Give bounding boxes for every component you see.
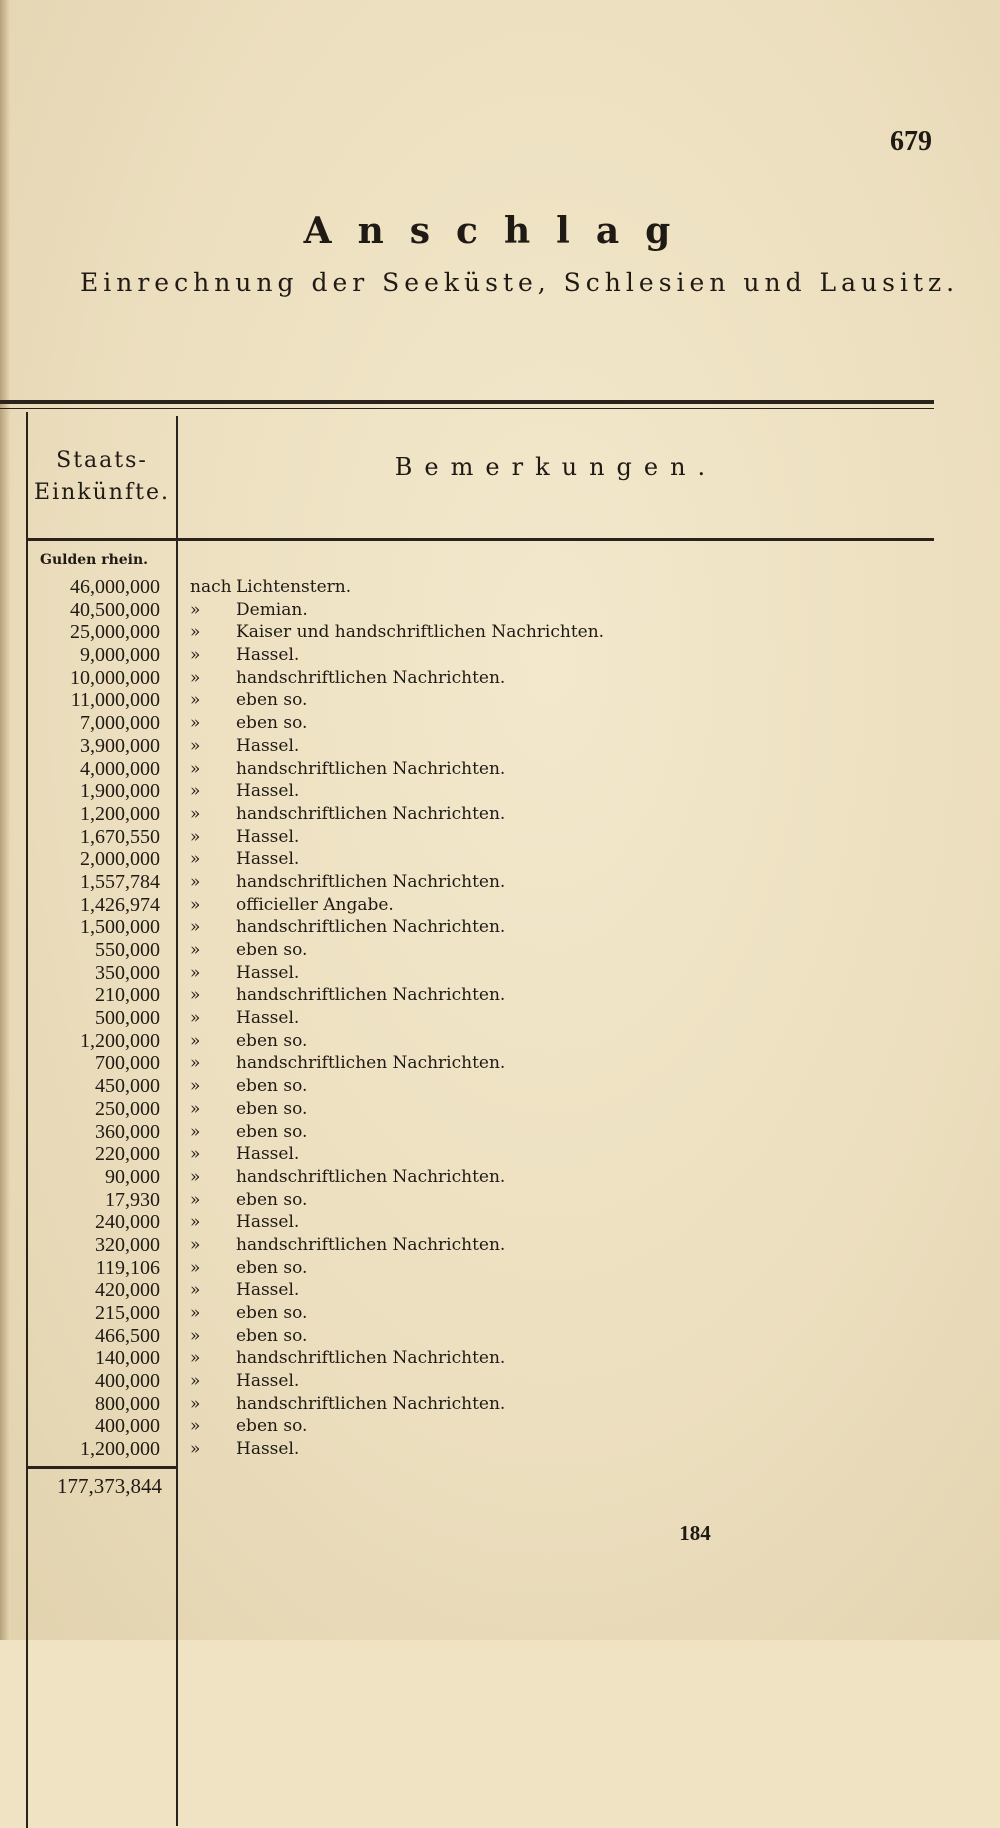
source-note: handschriftlichen Nachrichten.: [236, 758, 506, 779]
revenue-value: 11,000,000: [70, 689, 160, 712]
source-note: handschriftlichen Nachrichten.: [236, 667, 506, 688]
source-prefix: »: [190, 1303, 201, 1323]
revenue-value: 140,000: [95, 1347, 160, 1370]
signature-mark: 184: [679, 1521, 711, 1545]
source-prefix: »: [190, 1212, 201, 1233]
revenue-value: 210,000: [95, 984, 160, 1007]
source-note: Kaiser und handschriftlichen Nachrichten.: [236, 622, 605, 643]
revenue-value: 550,000: [95, 939, 160, 961]
table-row: [0, 1393, 1000, 1416]
source-note: eben so.: [236, 1121, 308, 1142]
source-note: officieller Angabe.: [236, 894, 394, 915]
source-prefix: »: [190, 985, 201, 1006]
source-prefix: »: [190, 690, 201, 711]
source-prefix: »: [190, 917, 201, 938]
source-prefix: »: [190, 1098, 201, 1119]
revenue-value: 350,000: [95, 961, 160, 984]
revenue-value: 17,930: [105, 1188, 160, 1211]
table-row: [0, 1166, 1000, 1189]
table-row: [0, 1189, 1000, 1212]
source-prefix: »: [190, 1393, 201, 1414]
source-note: Hassel.: [236, 849, 300, 870]
table-row: [0, 1415, 1000, 1438]
table-row: [0, 1075, 1000, 1098]
revenue-value: 40,500,000: [70, 598, 160, 621]
page-title: Anschlag: [303, 210, 697, 252]
source-note: handschriftlichen Nachrichten.: [236, 1348, 506, 1369]
revenue-value: 119,106: [95, 1256, 160, 1279]
source-prefix: »: [190, 1439, 201, 1460]
column-header-remarks: Bemerkungen.: [394, 453, 718, 481]
column-header-revenue-line1: Staats-: [56, 448, 148, 473]
table-row: [0, 1302, 1000, 1325]
source-prefix: »: [190, 1416, 201, 1437]
source-prefix: »: [190, 826, 201, 847]
source-note: eben so.: [236, 1257, 308, 1278]
revenue-value: 1,200,000: [80, 1029, 160, 1052]
source-note: Demian.: [236, 599, 308, 620]
revenue-value: 400,000: [95, 1370, 160, 1393]
column-header-revenue: [28, 445, 176, 509]
table-row: [0, 735, 1000, 758]
source-note: handschriftlichen Nachrichten.: [236, 917, 506, 938]
source-note: Hassel.: [236, 962, 300, 983]
source-note: Hassel.: [236, 1280, 300, 1301]
revenue-value: 1,426,974: [80, 893, 160, 916]
source-prefix: »: [190, 1280, 201, 1301]
source-prefix: »: [190, 871, 201, 892]
column-header-revenue-line2: Einkünfte.: [34, 480, 170, 505]
revenue-value: 3,900,000: [80, 734, 160, 757]
table-row: [0, 1370, 1000, 1393]
table-row: [0, 1098, 1000, 1121]
source-note: eben so.: [236, 1303, 308, 1323]
revenue-value: 466,500: [95, 1324, 160, 1347]
revenue-value: 400,000: [95, 1415, 160, 1438]
page-subtitle: Einrechnung der Seeküste, Schlesien und Lausitz.: [80, 268, 960, 297]
column-header-rule: [26, 538, 934, 541]
source-prefix: »: [190, 758, 201, 779]
table-body: [0, 576, 1000, 1461]
source-prefix: »: [190, 1076, 201, 1097]
source-prefix: nach: [190, 577, 232, 597]
source-prefix: »: [190, 622, 201, 643]
table-row: [0, 826, 1000, 849]
revenue-value: 2,000,000: [80, 848, 160, 871]
source-note: eben so.: [236, 1416, 308, 1437]
source-note: eben so.: [236, 1076, 308, 1097]
table-row: [0, 1030, 1000, 1053]
revenue-value: 500,000: [95, 1007, 160, 1030]
source-prefix: »: [190, 1189, 201, 1210]
table-row: [0, 621, 1000, 644]
table-row: [0, 712, 1000, 735]
revenue-value: 1,500,000: [80, 916, 160, 939]
page-number: 679: [890, 126, 932, 157]
source-note: eben so.: [236, 1098, 308, 1119]
source-note: eben so.: [236, 1325, 308, 1346]
revenue-value: 240,000: [95, 1211, 160, 1234]
revenue-value: 320,000: [95, 1233, 160, 1256]
revenue-value: 90,000: [105, 1165, 160, 1188]
revenue-value: 1,557,784: [80, 870, 160, 893]
table-row: [0, 962, 1000, 985]
table-row: [0, 1234, 1000, 1257]
header-rule-thick: [0, 400, 934, 404]
total-value: 177,373,844: [57, 1474, 162, 1498]
table-row: [0, 894, 1000, 917]
table-row: [0, 1052, 1000, 1075]
total-rule: [28, 1466, 178, 1469]
revenue-value: 4,000,000: [80, 757, 160, 780]
revenue-value: 1,900,000: [80, 780, 160, 803]
source-note: Hassel.: [236, 1008, 300, 1029]
source-prefix: »: [190, 667, 201, 688]
source-note: Hassel.: [236, 1371, 300, 1392]
source-prefix: »: [190, 894, 201, 915]
source-prefix: »: [190, 1348, 201, 1369]
source-prefix: »: [190, 803, 201, 824]
source-prefix: »: [190, 1144, 201, 1165]
source-note: Hassel.: [236, 1439, 300, 1460]
source-prefix: »: [190, 1234, 201, 1255]
source-prefix: »: [190, 1257, 201, 1278]
table-row: [0, 803, 1000, 826]
source-note: handschriftlichen Nachrichten.: [236, 1234, 506, 1255]
source-prefix: »: [190, 713, 201, 734]
source-prefix: »: [190, 962, 201, 983]
revenue-value: 1,200,000: [80, 802, 160, 825]
revenue-value: 7,000,000: [80, 712, 160, 735]
table-row: [0, 1257, 1000, 1280]
table-row: [0, 599, 1000, 622]
revenue-value: 10,000,000: [70, 666, 160, 689]
source-note: eben so.: [236, 690, 308, 711]
revenue-value: 25,000,000: [70, 621, 160, 644]
source-prefix: »: [190, 940, 201, 960]
source-prefix: »: [190, 599, 201, 620]
table-row: [0, 689, 1000, 712]
source-note: Hassel.: [236, 781, 300, 802]
source-note: Lichtenstern.: [236, 577, 352, 597]
source-prefix: »: [190, 1008, 201, 1029]
table-row: [0, 1007, 1000, 1030]
revenue-value: 1,670,550: [80, 825, 160, 848]
table-row: [0, 780, 1000, 803]
table-row: [0, 667, 1000, 690]
table-row: [0, 1211, 1000, 1234]
table-row: [0, 871, 1000, 894]
revenue-value: 215,000: [95, 1302, 160, 1324]
source-note: eben so.: [236, 1189, 308, 1210]
revenue-value: 9,000,000: [80, 644, 160, 667]
source-note: handschriftlichen Nachrichten.: [236, 871, 506, 892]
source-note: eben so.: [236, 1030, 308, 1051]
source-note: handschriftlichen Nachrichten.: [236, 803, 506, 824]
table-row: [0, 1143, 1000, 1166]
table-row: [0, 1121, 1000, 1144]
source-note: Hassel.: [236, 735, 300, 756]
currency-unit-label: Gulden rhein.: [40, 552, 149, 568]
table-row: [0, 1325, 1000, 1348]
table-row: [0, 644, 1000, 667]
source-prefix: »: [190, 735, 201, 756]
source-prefix: »: [190, 645, 201, 666]
table-row: [0, 1279, 1000, 1302]
header-rule-thin: [0, 408, 934, 409]
source-note: Hassel.: [236, 1144, 300, 1165]
source-prefix: »: [190, 1121, 201, 1142]
table-row: [0, 1438, 1000, 1461]
revenue-value: 46,000,000: [70, 576, 160, 598]
source-note: handschriftlichen Nachrichten.: [236, 985, 506, 1006]
source-note: handschriftlichen Nachrichten.: [236, 1053, 506, 1074]
source-prefix: »: [190, 849, 201, 870]
source-prefix: »: [190, 1166, 201, 1187]
table-row: [0, 939, 1000, 962]
revenue-value: 450,000: [95, 1075, 160, 1098]
revenue-value: 700,000: [95, 1052, 160, 1075]
source-note: handschriftlichen Nachrichten.: [236, 1166, 506, 1187]
revenue-value: 1,200,000: [80, 1438, 160, 1461]
table-row: [0, 758, 1000, 781]
table-row: [0, 1347, 1000, 1370]
table-row: [0, 916, 1000, 939]
revenue-value: 800,000: [95, 1392, 160, 1415]
revenue-value: 420,000: [95, 1279, 160, 1302]
revenue-value: 250,000: [95, 1097, 160, 1120]
revenue-value: 360,000: [95, 1120, 160, 1143]
table-row: [0, 848, 1000, 871]
source-note: eben so.: [236, 713, 308, 734]
source-prefix: »: [190, 1371, 201, 1392]
source-note: eben so.: [236, 940, 308, 960]
source-note: Hassel.: [236, 645, 300, 666]
source-note: Hassel.: [236, 1212, 300, 1233]
table-row: [0, 576, 1000, 599]
source-prefix: »: [190, 1030, 201, 1051]
table-row: [0, 984, 1000, 1007]
revenue-value: 220,000: [95, 1143, 160, 1166]
source-prefix: »: [190, 1325, 201, 1346]
source-prefix: »: [190, 781, 201, 802]
source-note: handschriftlichen Nachrichten.: [236, 1393, 506, 1414]
source-note: Hassel.: [236, 826, 300, 847]
source-prefix: »: [190, 1053, 201, 1074]
